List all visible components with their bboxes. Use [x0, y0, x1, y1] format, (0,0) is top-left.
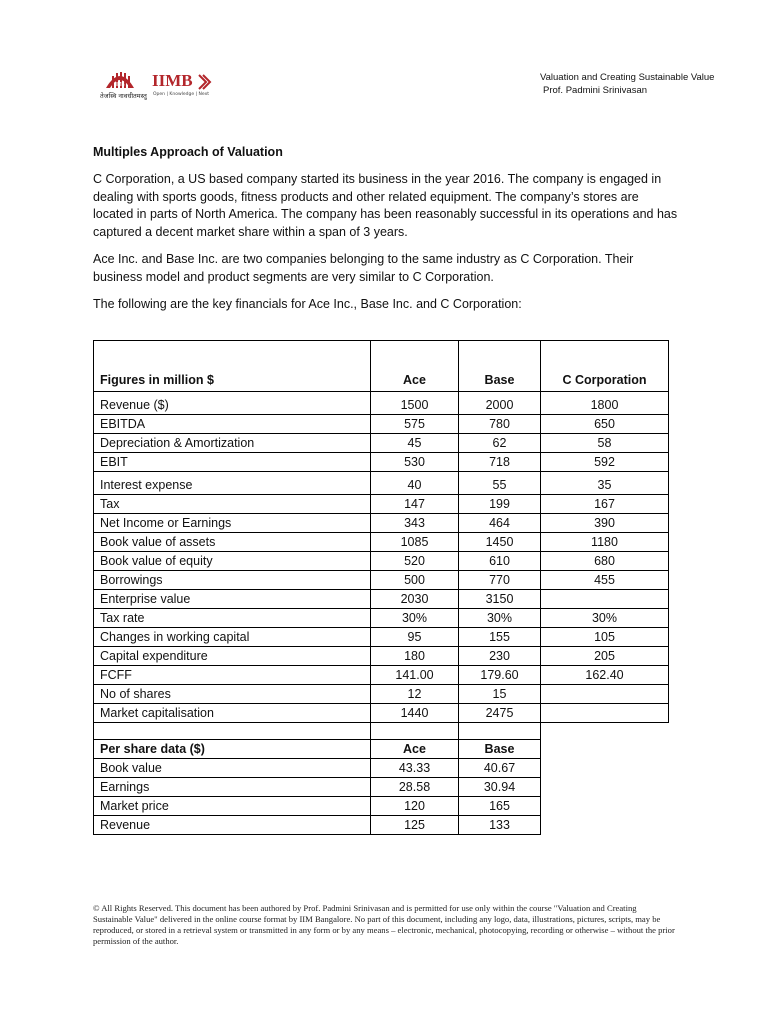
cell-ace: 12	[371, 685, 459, 704]
document-title: Multiples Approach of Valuation	[93, 145, 283, 159]
cell-c-corp: 1180	[541, 533, 669, 552]
cell-c-corp: 105	[541, 628, 669, 647]
cell-base: 55	[459, 472, 541, 495]
per-share-label: Revenue	[94, 816, 371, 835]
cell-c-corp	[541, 590, 669, 609]
row-label: No of shares	[94, 685, 371, 704]
cell-c-corp: 30%	[541, 609, 669, 628]
table-spacer-row	[94, 723, 669, 740]
table-row	[94, 571, 669, 590]
row-label: Market capitalisation	[94, 704, 371, 723]
emblem-icon	[106, 72, 134, 88]
logo-wordmark: IIMB	[152, 71, 193, 90]
logo-emblem-text: IIMB	[114, 82, 125, 88]
cell-base: 15	[459, 685, 541, 704]
per-share-empty	[541, 740, 669, 759]
table-row	[94, 685, 669, 704]
cell-c-corp: 162.40	[541, 666, 669, 685]
per-share-row	[94, 816, 669, 835]
cell-ace: 520	[371, 552, 459, 571]
cell-ace: 1440	[371, 704, 459, 723]
spacer-cell-empty	[541, 723, 669, 740]
row-label: Net Income or Earnings	[94, 514, 371, 533]
row-label: EBIT	[94, 453, 371, 472]
table-row	[94, 533, 669, 552]
per-share-empty	[541, 816, 669, 835]
table-row	[94, 647, 669, 666]
table-header-row	[94, 341, 669, 392]
cell-c-corp: 167	[541, 495, 669, 514]
per-share-ace: 43.33	[371, 759, 459, 778]
per-share-row	[94, 778, 669, 797]
course-title: Valuation and Creating Sustainable Value	[540, 72, 715, 83]
cell-ace: 2030	[371, 590, 459, 609]
cell-base: 30%	[459, 609, 541, 628]
per-share-row	[94, 759, 669, 778]
per-share-base: 40.67	[459, 759, 541, 778]
row-label: Interest expense	[94, 472, 371, 495]
per-share-row	[94, 797, 669, 816]
cell-c-corp: 58	[541, 434, 669, 453]
per-share-header-row	[94, 740, 669, 759]
header-base: Base	[459, 341, 541, 392]
table-row	[94, 495, 669, 514]
per-share-label: Earnings	[94, 778, 371, 797]
cell-base: 230	[459, 647, 541, 666]
table-row	[94, 704, 669, 723]
cell-base: 155	[459, 628, 541, 647]
per-share-header-label: Per share data ($)	[94, 740, 371, 759]
row-label: Tax rate	[94, 609, 371, 628]
cell-ace: 180	[371, 647, 459, 666]
table-row	[94, 628, 669, 647]
table-row	[94, 666, 669, 685]
spacer-cell	[371, 723, 459, 740]
cell-ace: 141.00	[371, 666, 459, 685]
header-course-info	[540, 71, 714, 97]
cell-c-corp: 1800	[541, 392, 669, 415]
cell-c-corp: 35	[541, 472, 669, 495]
cell-c-corp: 390	[541, 514, 669, 533]
paragraph-intro: C Corporation, a US based company started its business in the year 2016. The company is engaged in dealing with sports goods, fitness products and other related equipment. The company’s stores are located in parts of North America. The company has been reasonably successful in its operations and has captured a decent market share within a span of 3 years.	[93, 172, 678, 239]
header-figures: Figures in million $	[94, 341, 371, 392]
cell-ace: 30%	[371, 609, 459, 628]
header-c-corp: C Corporation	[541, 341, 669, 392]
cell-ace: 95	[371, 628, 459, 647]
per-share-ace: 120	[371, 797, 459, 816]
per-share-header-ace: Ace	[371, 740, 459, 759]
cell-c-corp: 592	[541, 453, 669, 472]
table-row	[94, 453, 669, 472]
cell-ace: 530	[371, 453, 459, 472]
copyright-footer: © All Rights Reserved. This document has been authored by Prof. Padmini Srinivasan and is permitted for use only within the course "Valuation and Creating Sustainable Value" delivered in the online course format by IIM Bangalore. No part of this document, including any logo, data, illustrations, pictures, scripts, may be reproduced, or stored in a retrieval system or transmitted in any form or by any means – electronic, mechanical, photocopying, recording or otherwise – without the prior permission of the author.	[93, 903, 675, 946]
cell-base: 3150	[459, 590, 541, 609]
cell-ace: 575	[371, 415, 459, 434]
row-label: Enterprise value	[94, 590, 371, 609]
row-label: Revenue ($)	[94, 392, 371, 415]
cell-base: 770	[459, 571, 541, 590]
per-share-base: 165	[459, 797, 541, 816]
cell-ace: 1500	[371, 392, 459, 415]
per-share-ace: 125	[371, 816, 459, 835]
iimb-logo	[98, 62, 228, 104]
cell-c-corp: 205	[541, 647, 669, 666]
spacer-cell	[459, 723, 541, 740]
cell-base: 2475	[459, 704, 541, 723]
row-label: Book value of assets	[94, 533, 371, 552]
paragraph-table-intro: The following are the key financials for Ace Inc., Base Inc. and C Corporation:	[93, 297, 522, 311]
cell-base: 179.60	[459, 666, 541, 685]
cell-c-corp: 650	[541, 415, 669, 434]
row-label: FCFF	[94, 666, 371, 685]
per-share-base: 133	[459, 816, 541, 835]
financials-table	[93, 340, 669, 835]
per-share-empty	[541, 797, 669, 816]
cell-base: 2000	[459, 392, 541, 415]
logo-motto: तेजस्वि नावधीतमस्तु	[100, 92, 147, 100]
cell-ace: 40	[371, 472, 459, 495]
row-label: Borrowings	[94, 571, 371, 590]
per-share-base: 30.94	[459, 778, 541, 797]
cell-ace: 500	[371, 571, 459, 590]
table-row	[94, 590, 669, 609]
row-label: Book value of equity	[94, 552, 371, 571]
per-share-ace: 28.58	[371, 778, 459, 797]
cell-base: 610	[459, 552, 541, 571]
table-row	[94, 415, 669, 434]
per-share-label: Book value	[94, 759, 371, 778]
cell-ace: 45	[371, 434, 459, 453]
cell-c-corp	[541, 685, 669, 704]
cell-base: 1450	[459, 533, 541, 552]
per-share-empty	[541, 778, 669, 797]
table-row	[94, 434, 669, 453]
cell-base: 62	[459, 434, 541, 453]
document-body	[93, 145, 678, 324]
cell-ace: 147	[371, 495, 459, 514]
cell-c-corp: 680	[541, 552, 669, 571]
table-row	[94, 392, 669, 415]
table-row	[94, 514, 669, 533]
table-row	[94, 472, 669, 495]
paragraph-peers: Ace Inc. and Base Inc. are two companies belonging to the same industry as C Corporation. Their business model and product segments are very similar to C Corporation.	[93, 252, 634, 284]
cell-ace: 343	[371, 514, 459, 533]
per-share-header-base: Base	[459, 740, 541, 759]
logo-tagline: Open | Knowledge | Next	[153, 92, 209, 97]
row-label: Changes in working capital	[94, 628, 371, 647]
cell-base: 464	[459, 514, 541, 533]
row-label: EBITDA	[94, 415, 371, 434]
per-share-label: Market price	[94, 797, 371, 816]
cell-c-corp	[541, 704, 669, 723]
cell-base: 199	[459, 495, 541, 514]
row-label: Tax	[94, 495, 371, 514]
row-label: Capital expenditure	[94, 647, 371, 666]
table-row	[94, 552, 669, 571]
table-row	[94, 609, 669, 628]
spacer-cell	[94, 723, 371, 740]
cell-c-corp: 455	[541, 571, 669, 590]
row-label: Depreciation & Amortization	[94, 434, 371, 453]
cell-ace: 1085	[371, 533, 459, 552]
cell-base: 718	[459, 453, 541, 472]
cell-base: 780	[459, 415, 541, 434]
per-share-empty	[541, 759, 669, 778]
header-ace: Ace	[371, 341, 459, 392]
author-name: Prof. Padmini Srinivasan	[543, 85, 648, 96]
